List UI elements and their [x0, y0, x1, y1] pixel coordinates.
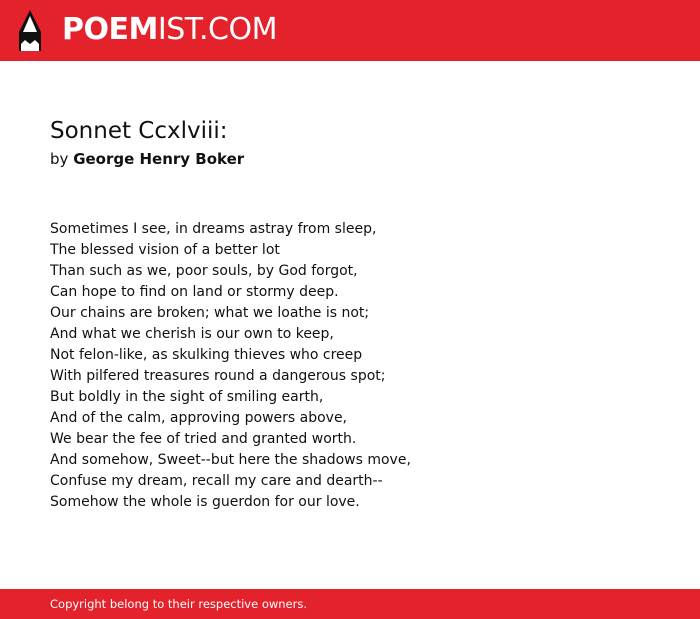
logo-text-bold: POEM: [62, 12, 158, 47]
poem-line: Not felon-like, as skulking thieves who creep: [50, 347, 363, 363]
site-footer: [0, 589, 700, 619]
copyright-notice: Copyright belong to their respective owners.: [50, 597, 308, 611]
poem-line: With pilfered treasures round a dangerous spot;: [50, 368, 386, 384]
poem-byline: [50, 149, 244, 169]
site-logo-link[interactable]: [62, 12, 277, 48]
poem-line: And somehow, Sweet--but here the shadows move,: [50, 452, 411, 468]
pencil-tip-icon: [18, 10, 42, 51]
poem-line: Can hope to find on land or stormy deep.: [50, 284, 339, 300]
poem-line: Confuse my dream, recall my care and dearth--: [50, 473, 383, 489]
poem-line: We bear the fee of tried and granted worth.: [50, 431, 357, 447]
poem-line: Our chains are broken; what we loathe is not;: [50, 305, 370, 321]
poem-title: Sonnet Ccxlviii:: [50, 118, 228, 144]
poem-line: The blessed vision of a better lot: [50, 242, 280, 258]
site-header: [0, 0, 700, 61]
poem-line: Somehow the whole is guerdon for our love.: [50, 494, 360, 510]
logo-text-thin: IST.COM: [157, 12, 277, 47]
poem-line: And of the calm, approving powers above,: [50, 410, 348, 426]
poem-line: Sometimes I see, in dreams astray from sleep,: [50, 221, 377, 237]
poem-author: George Henry Boker: [73, 150, 245, 168]
poem-line: Than such as we, poor souls, by God forgot,: [50, 263, 358, 279]
poem-line: And what we cherish is our own to keep,: [50, 326, 334, 342]
poem-body: [50, 219, 411, 513]
poem-line: But boldly in the sight of smiling earth,: [50, 389, 324, 405]
by-label: by: [50, 150, 69, 168]
